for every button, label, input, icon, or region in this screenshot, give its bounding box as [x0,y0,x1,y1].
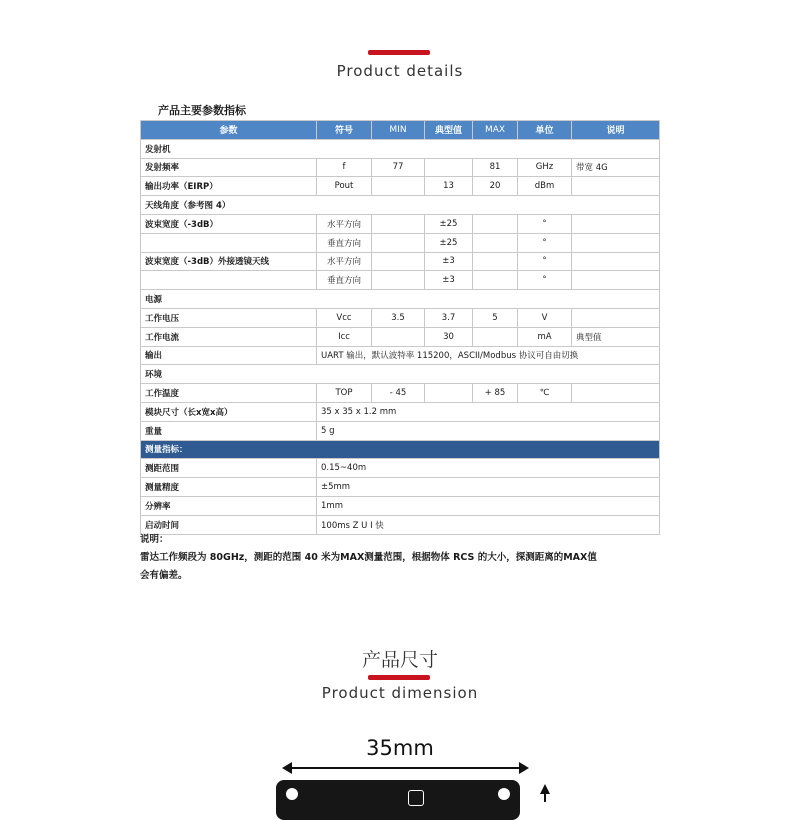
value-cell: 5 g [317,421,660,440]
param-cell: 工作电压 [141,308,317,327]
max-cell [473,233,518,252]
table-row [141,459,660,478]
product-dimension-heading-cn: 产品尺寸 [361,649,438,671]
notes-line-1: 雷达工作频段为 80GHz，测距的范围 40 米为MAX测量范围，根据物体 RCS 的大小，探测距离的MAX值 [140,552,597,563]
value-cell: 1mm [317,496,660,515]
min-cell: 3.5 [372,308,425,327]
notes-line-2: 会有偏差。 [140,570,188,581]
section-accent-bar [368,675,430,680]
unit-cell: V [518,308,572,327]
table-row [141,402,660,421]
table-row [141,327,660,346]
desc-cell [572,177,660,196]
table-row [141,496,660,515]
notes-title: 说明： [140,534,169,545]
col-header: 说明 [572,121,660,140]
unit-cell: ° [518,271,572,290]
unit-cell: dBm [518,177,572,196]
table-row [141,158,660,177]
max-cell: + 85 [473,384,518,403]
section-row-label: 发射机 [141,139,660,158]
symbol-cell: 垂直方向 [317,233,372,252]
param-cell: 波束宽度（-3dB）外接透镜天线 [141,252,317,271]
measurement-band-label: 测量指标： [141,440,660,459]
col-header: MIN [372,121,425,140]
min-cell [372,233,425,252]
dimension-line [289,767,521,769]
max-cell [473,252,518,271]
typ-cell [425,384,473,403]
param-cell: 输出 [141,346,317,365]
section-row-label: 电源 [141,290,660,309]
param-cell: 分辨率 [141,496,317,515]
desc-cell [572,233,660,252]
table-row [141,440,660,459]
dimension-arrow-right-icon [519,762,529,774]
min-cell [372,271,425,290]
table-row [141,139,660,158]
unit-cell: ° [518,214,572,233]
value-cell: ±5mm [317,478,660,497]
desc-cell: 典型值 [572,327,660,346]
max-cell [473,214,518,233]
symbol-cell: Vcc [317,308,372,327]
section-row-label: 环境 [141,365,660,384]
table-row [141,421,660,440]
value-cell: 35 x 35 x 1.2 mm [317,402,660,421]
dimension-line-vertical [544,792,546,802]
table-row [141,196,660,215]
unit-cell: ° [518,252,572,271]
param-cell [141,271,317,290]
max-cell [473,271,518,290]
product-details-heading: Product details [336,62,464,80]
col-header: MAX [473,121,518,140]
table-row [141,177,660,196]
unit-cell: mA [518,327,572,346]
symbol-cell: f [317,158,372,177]
symbol-cell: Icc [317,327,372,346]
table-row [141,478,660,497]
board-logo-icon [408,790,424,806]
table-row [141,346,660,365]
table-row [141,214,660,233]
width-dimension-label: 35mm [366,736,434,760]
symbol-cell: 水平方向 [317,252,372,271]
typ-cell: 3.7 [425,308,473,327]
symbol-cell: 水平方向 [317,214,372,233]
mounting-hole [286,788,298,800]
col-header: 参数 [141,121,317,140]
max-cell: 5 [473,308,518,327]
section-accent-bar [368,50,430,55]
table-row [141,290,660,309]
min-cell [372,327,425,346]
table-header-row [141,121,660,140]
typ-cell [425,158,473,177]
spec-table [140,120,660,535]
min-cell [372,177,425,196]
min-cell [372,214,425,233]
product-dimension-heading-en: Product dimension [321,684,479,702]
mounting-hole [498,788,510,800]
desc-cell: 带宽 4G [572,158,660,177]
table-row [141,271,660,290]
typ-cell: 13 [425,177,473,196]
desc-cell [572,308,660,327]
param-cell: 工作电流 [141,327,317,346]
param-cell: 工作温度 [141,384,317,403]
min-cell: 77 [372,158,425,177]
desc-cell [572,384,660,403]
typ-cell: ±25 [425,214,473,233]
max-cell [473,327,518,346]
table-row [141,252,660,271]
symbol-cell: 垂直方向 [317,271,372,290]
table-row [141,233,660,252]
param-cell: 输出功率（EIRP） [141,177,317,196]
param-cell: 启动时间 [141,515,317,534]
typ-cell: ±25 [425,233,473,252]
table-row [141,308,660,327]
param-cell: 测距范围 [141,459,317,478]
min-cell [372,252,425,271]
table-title: 产品主要参数指标 [158,104,246,117]
typ-cell: ±3 [425,252,473,271]
value-cell: UART 输出，默认波特率 115200，ASCII/Modbus 协议可自由切换 [317,346,660,365]
param-cell: 测量精度 [141,478,317,497]
param-cell: 重量 [141,421,317,440]
desc-cell [572,252,660,271]
min-cell: - 45 [372,384,425,403]
desc-cell [572,271,660,290]
col-header: 单位 [518,121,572,140]
typ-cell: 30 [425,327,473,346]
section-row-label: 天线角度（参考图 4） [141,196,660,215]
table-row [141,384,660,403]
param-cell: 模块尺寸（长x宽x高） [141,402,317,421]
unit-cell: GHz [518,158,572,177]
table-row [141,365,660,384]
param-cell: 波束宽度（-3dB） [141,214,317,233]
unit-cell: ℃ [518,384,572,403]
max-cell: 20 [473,177,518,196]
param-cell [141,233,317,252]
symbol-cell: TOP [317,384,372,403]
radar-module-board [276,780,520,820]
col-header: 典型值 [425,121,473,140]
symbol-cell: Pout [317,177,372,196]
col-header: 符号 [317,121,372,140]
desc-cell [572,214,660,233]
max-cell: 81 [473,158,518,177]
value-cell: 0.15~40m [317,459,660,478]
table-row [141,515,660,534]
unit-cell: ° [518,233,572,252]
value-cell: 100ms Z U I 快 [317,515,660,534]
typ-cell: ±3 [425,271,473,290]
param-cell: 发射频率 [141,158,317,177]
